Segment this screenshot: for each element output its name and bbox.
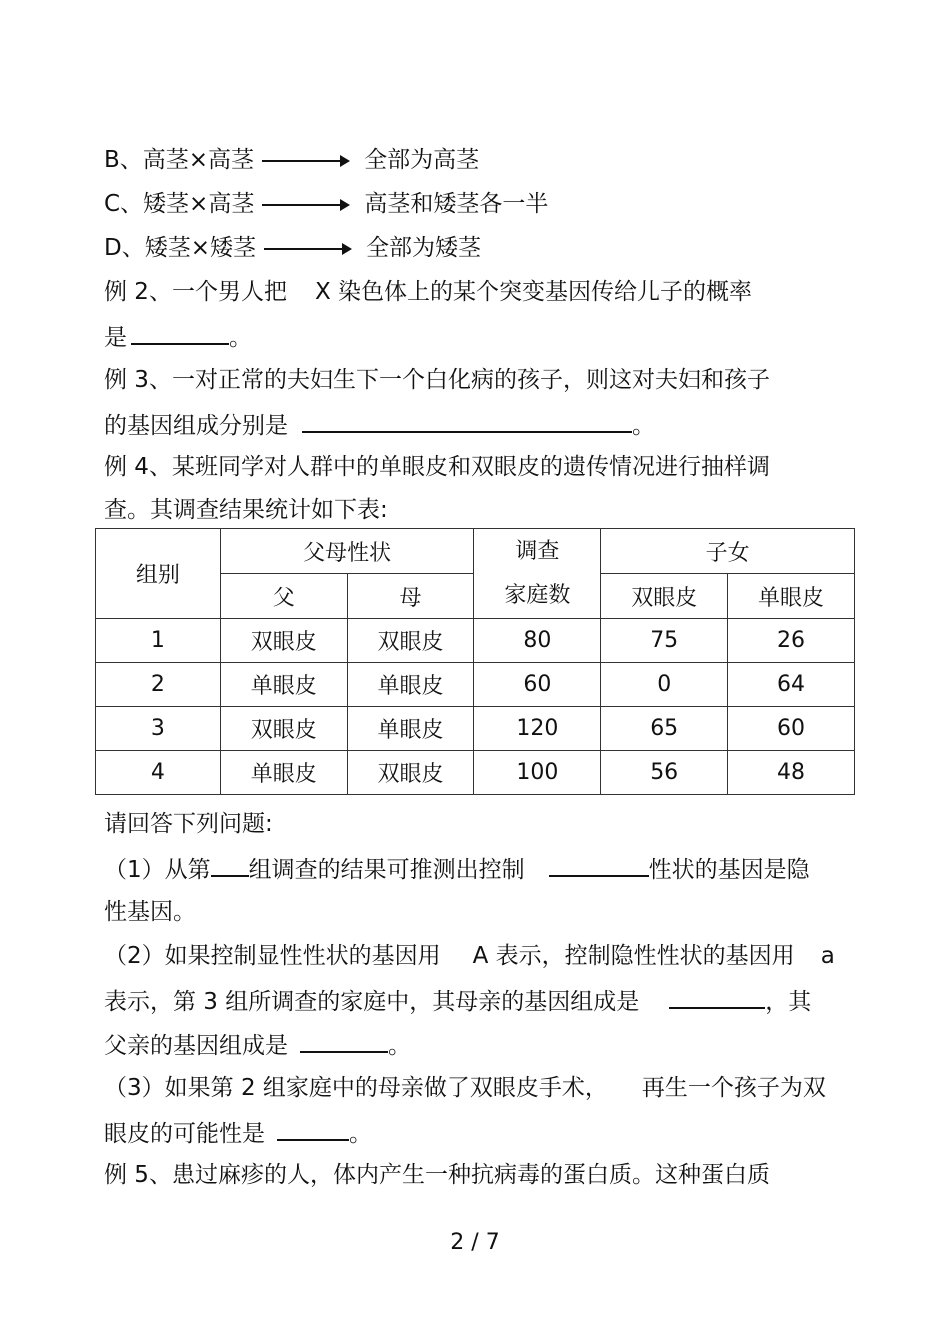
- header-survey: [474, 529, 601, 619]
- header-group: 组别: [96, 529, 221, 619]
- cell-families: 80: [474, 619, 601, 663]
- cell-group: 4: [96, 751, 221, 795]
- cell-group: 1: [96, 619, 221, 663]
- cell-mother: 双眼皮: [347, 619, 474, 663]
- question-2-letter: a: [820, 943, 835, 969]
- answer-blank[interactable]: [669, 985, 765, 1009]
- cell-single: 26: [728, 619, 855, 663]
- question-1-text-end: 性状的基因是隐: [648, 857, 810, 883]
- example-4-text-cont: 查。其调查结果统计如下表:: [104, 497, 388, 523]
- example-4-line-1: [104, 452, 770, 482]
- example-4-line-2: [104, 495, 388, 525]
- cell-double: 56: [601, 751, 728, 795]
- option-b-result: 全部为高茎: [364, 147, 480, 173]
- questions-intro-text: 请回答下列问题:: [104, 811, 273, 837]
- cell-father: 双眼皮: [220, 619, 347, 663]
- example-3-text-cont: 的基因组成分别是: [104, 413, 288, 439]
- cell-single: 48: [728, 751, 855, 795]
- answer-blank[interactable]: [277, 1117, 349, 1141]
- header-double-eyelid: 双眼皮: [601, 574, 728, 619]
- cell-double: 75: [601, 619, 728, 663]
- example-5-text: 例 5、患过麻疹的人，体内产生一种抗病毒的蛋白质。这种蛋白质: [104, 1162, 770, 1188]
- cell-single: 60: [728, 707, 855, 751]
- example-2-text: 例 2、一个男人把: [104, 279, 287, 305]
- question-2-text-line3: 父亲的基因组成是: [104, 1033, 288, 1059]
- example-3-line-2: [104, 409, 655, 441]
- period: 。: [229, 325, 252, 351]
- option-c-label: C、矮茎×高茎: [104, 191, 255, 217]
- arrow-right-icon: [262, 160, 346, 162]
- question-3-text-line2: 眼皮的可能性是: [104, 1121, 265, 1147]
- answer-blank[interactable]: [300, 1029, 388, 1053]
- question-1-line-2: [104, 897, 196, 927]
- header-survey-line-2: 家庭数: [504, 582, 571, 608]
- question-1-text-wrap: 性基因。: [104, 899, 196, 925]
- period: 。: [349, 1121, 372, 1147]
- arrow-right-icon: [262, 204, 346, 206]
- cell-double: 0: [601, 663, 728, 707]
- option-d: [104, 233, 481, 263]
- cell-mother: 单眼皮: [347, 663, 474, 707]
- example-2-text-end: 是: [104, 325, 127, 351]
- cell-father: 单眼皮: [220, 751, 347, 795]
- cell-group: 3: [96, 707, 221, 751]
- header-survey-line-1: 调查: [515, 538, 560, 564]
- cell-father: 单眼皮: [220, 663, 347, 707]
- table-row: [96, 751, 855, 795]
- table-row: [96, 619, 855, 663]
- cell-families: 60: [474, 663, 601, 707]
- question-2-text-cont: A 表示，控制隐性性状的基因用: [472, 943, 795, 969]
- example-2-line-1: [104, 277, 752, 307]
- answer-blank[interactable]: [549, 853, 649, 877]
- header-mother: 母: [347, 574, 474, 619]
- answer-blank[interactable]: [302, 409, 632, 433]
- question-3-text-cont: 再生一个孩子为双: [641, 1075, 826, 1101]
- header-parents: 父母性状: [220, 529, 474, 574]
- question-1-line-1: [104, 853, 810, 885]
- survey-table: [95, 528, 855, 795]
- question-3-line-2: [104, 1117, 372, 1149]
- answer-blank[interactable]: [131, 321, 229, 345]
- question-2-text: （2）如果控制显性性状的基因用: [104, 943, 441, 969]
- page-number: 2 / 7: [450, 1230, 500, 1255]
- question-2-text-line2: 表示，第 3 组所调查的家庭中，其母亲的基因组成是: [104, 989, 640, 1015]
- option-b: [104, 145, 479, 175]
- example-5-line-1: [104, 1160, 770, 1190]
- example-3-line-1: [104, 365, 770, 395]
- question-1-text-cont: 组调查的结果可推测出控制: [248, 857, 525, 883]
- question-2-text-end: ，其: [765, 989, 812, 1015]
- question-2-line-1: [104, 941, 835, 971]
- table-row: [96, 707, 855, 751]
- question-1-text: （1）从第: [104, 857, 211, 883]
- cell-single: 64: [728, 663, 855, 707]
- cell-mother: 单眼皮: [347, 707, 474, 751]
- option-b-label: B、高茎×高茎: [104, 147, 255, 173]
- period: 。: [388, 1033, 411, 1059]
- arrow-right-icon: [264, 248, 348, 250]
- option-c: [104, 189, 548, 219]
- cell-families: 100: [474, 751, 601, 795]
- header-children: 子女: [601, 529, 855, 574]
- question-2-line-2: [104, 985, 811, 1017]
- example-2-text-cont: X 染色体上的某个突变基因传给儿子的概率: [314, 279, 753, 305]
- option-c-result: 高茎和矮茎各一半: [364, 191, 549, 217]
- cell-father: 双眼皮: [220, 707, 347, 751]
- header-father: 父: [220, 574, 347, 619]
- question-3-text: （3）如果第 2 组家庭中的母亲做了双眼皮手术，: [104, 1075, 608, 1101]
- cell-double: 65: [601, 707, 728, 751]
- table-row: [96, 663, 855, 707]
- question-3-line-1: [104, 1073, 826, 1103]
- example-4-text: 例 4、某班同学对人群中的单眼皮和双眼皮的遗传情况进行抽样调: [104, 454, 770, 480]
- option-d-label: D、矮茎×矮茎: [104, 235, 256, 261]
- question-2-line-3: [104, 1029, 411, 1061]
- example-3-text: 例 3、一对正常的夫妇生下一个白化病的孩子，则这对夫妇和孩子: [104, 367, 770, 393]
- header-single-eyelid: 单眼皮: [728, 574, 855, 619]
- cell-mother: 双眼皮: [347, 751, 474, 795]
- questions-intro: [104, 809, 273, 839]
- answer-blank[interactable]: [211, 853, 249, 877]
- cell-group: 2: [96, 663, 221, 707]
- option-d-result: 全部为矮茎: [365, 235, 481, 261]
- cell-families: 120: [474, 707, 601, 751]
- period: 。: [632, 413, 655, 439]
- example-2-line-2: [104, 321, 252, 353]
